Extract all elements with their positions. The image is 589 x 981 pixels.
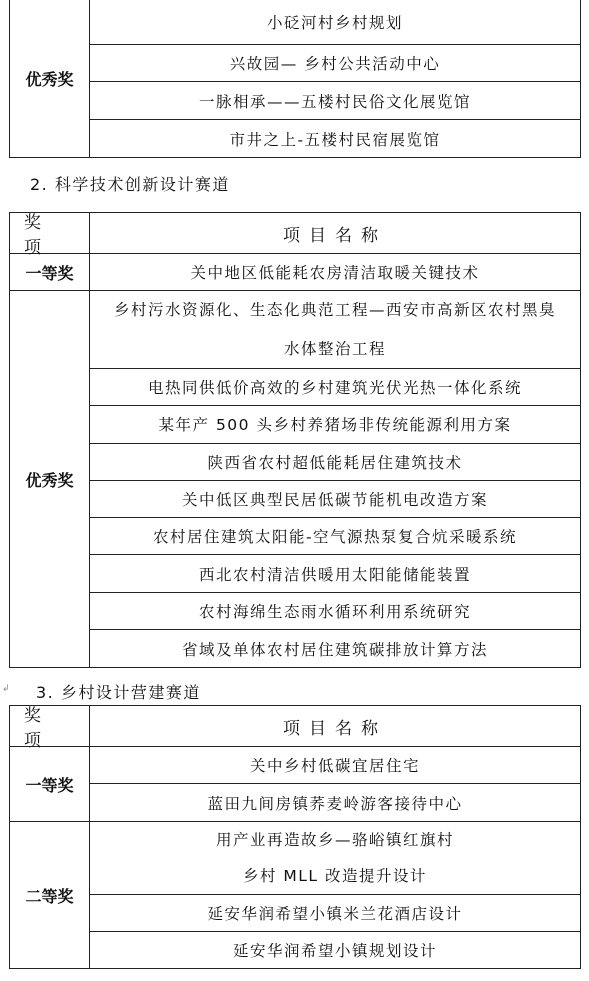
header-award: 奖 项 xyxy=(10,213,90,253)
project-name: 延安华润希望小镇规划设计 xyxy=(90,931,580,968)
project-name: 农村居住建筑太阳能-空气源热泵复合炕采暖系统 xyxy=(90,517,580,554)
award-category: 一等奖 xyxy=(10,747,90,821)
header-project-name: 项目名称 xyxy=(283,225,387,246)
project-name: 关中地区低能耗农房清洁取暖关键技术 xyxy=(190,264,480,282)
project-name-line: 用产业再造故乡—骆峪镇红旗村 xyxy=(215,831,454,849)
project-name: 一脉相承——五楼村民俗文化展览馆 xyxy=(90,81,580,119)
project-name: 兴故园— 乡村公共活动中心 xyxy=(90,44,580,81)
project-name-line: 水体整治工程 xyxy=(283,339,386,358)
project-name: 电热同供低价高效的乡村建筑光伏光热一体化系统 xyxy=(90,368,580,405)
header-project-name: 项目名称 xyxy=(283,718,387,739)
table-header xyxy=(10,706,580,751)
section-heading: 2. 科学技术创新设计赛道 xyxy=(30,175,230,194)
project-name xyxy=(90,822,580,894)
header-award: 奖 项 xyxy=(10,706,90,746)
table-row xyxy=(10,290,580,667)
project-name-line: 乡村 MLL 改造提升设计 xyxy=(243,867,427,885)
award-category: 优秀奖 xyxy=(10,0,90,157)
section-heading: 3. 乡村设计营建赛道 xyxy=(36,683,201,702)
table-excellence-top xyxy=(9,0,581,158)
award-category: 优秀奖 xyxy=(10,291,90,667)
table-rural-design xyxy=(9,705,581,969)
table-science-tech xyxy=(9,212,581,668)
table-row xyxy=(10,746,580,821)
project-name: 小砭河村乡村规划 xyxy=(266,14,403,32)
paragraph-mark-icon: ↲ xyxy=(2,684,10,694)
project-name: 某年产 500 头乡村养猪场非传统能源利用方案 xyxy=(90,405,580,443)
project-name: 关中乡村低碳宜居住宅 xyxy=(249,757,420,775)
table-row xyxy=(10,253,580,290)
project-name: 省域及单体农村居住建筑碳排放计算方法 xyxy=(90,629,580,667)
project-name: 陕西省农村超低能耗居住建筑技术 xyxy=(90,443,580,480)
project-name: 延安华润希望小镇米兰花酒店设计 xyxy=(90,894,580,931)
project-name: 西北农村清洁供暖用太阳能储能装置 xyxy=(90,554,580,592)
project-name: 农村海绵生态雨水循环利用系统研究 xyxy=(90,592,580,629)
table-row xyxy=(10,0,580,157)
award-category: 二等奖 xyxy=(10,822,90,968)
table-row xyxy=(10,821,580,968)
project-name-line: 乡村污水资源化、生态化典范工程—西安市高新区农村黑臭 xyxy=(113,301,556,320)
project-name xyxy=(90,291,580,368)
project-name: 蓝田九间房镇荞麦岭游客接待中心 xyxy=(90,783,580,821)
award-category: 一等奖 xyxy=(10,254,90,290)
project-name: 市井之上-五楼村民宿展览馆 xyxy=(90,119,580,157)
project-name: 关中低区典型民居低碳节能机电改造方案 xyxy=(90,480,580,518)
table-header xyxy=(10,213,580,258)
